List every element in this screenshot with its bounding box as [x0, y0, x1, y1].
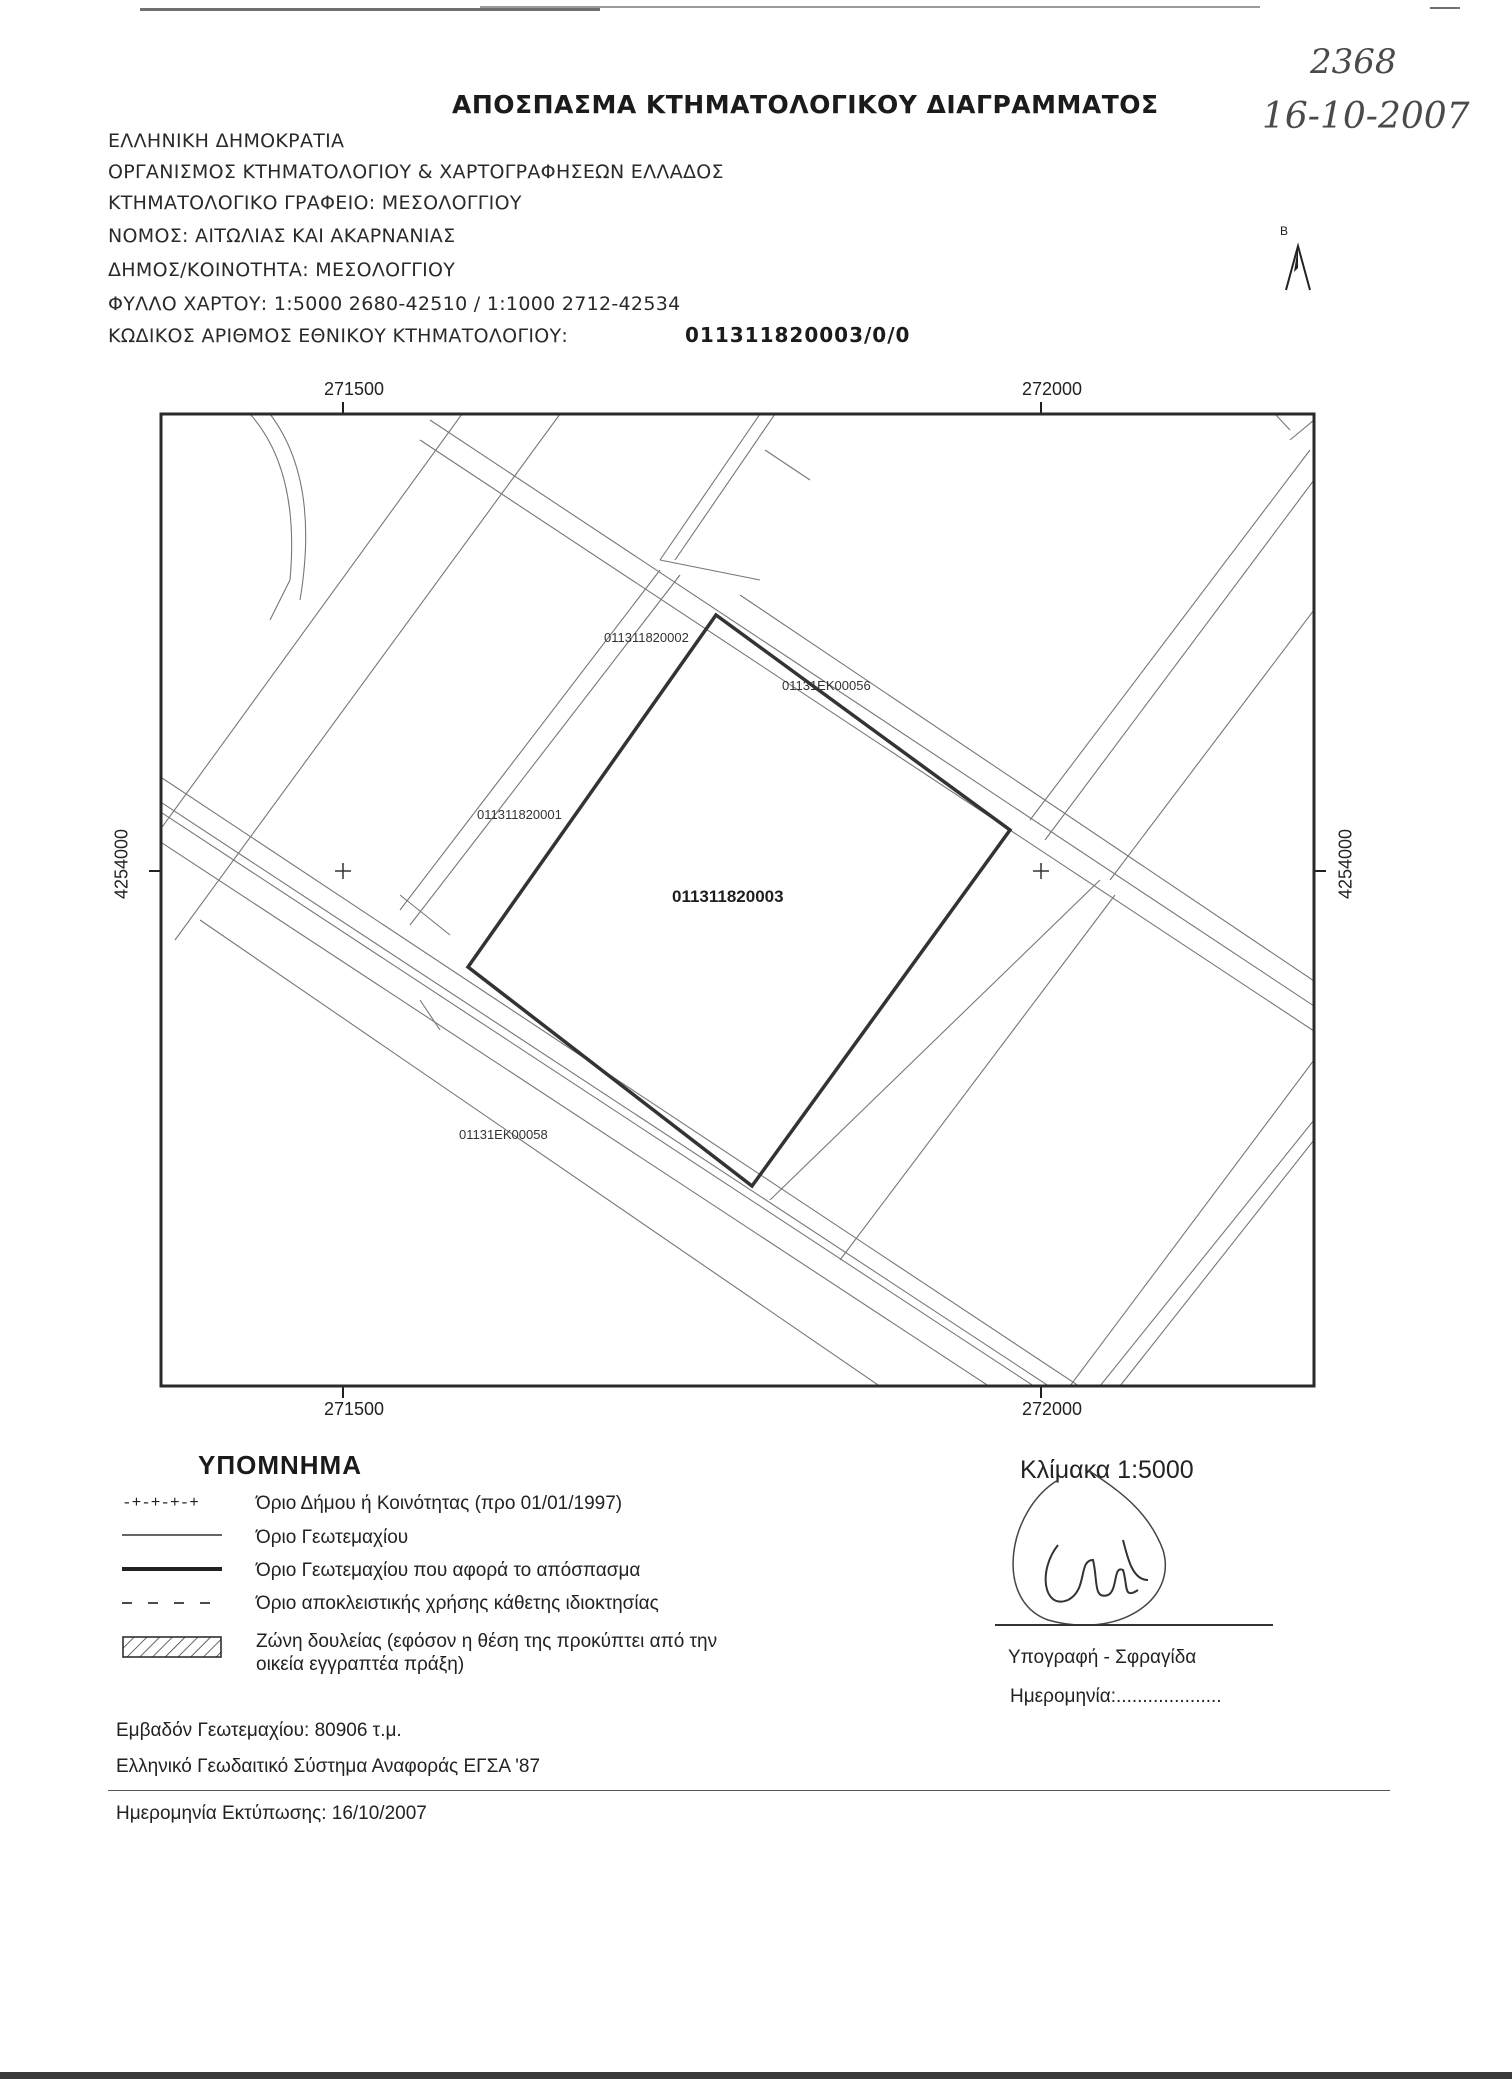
- handwritten-number: 2368: [1310, 42, 1397, 82]
- handwritten-date: 16-10-2007: [1262, 96, 1470, 137]
- print-date: Ημερομηνία Εκτύπωσης: 16/10/2007: [116, 1803, 427, 1824]
- signature-label: Υπογραφή - Σφραγίδα: [1008, 1647, 1197, 1668]
- header-line-3: ΚΤΗΜΑΤΟΛΟΓΙΚΟ ΓΡΑΦΕΙΟ: ΜΕΣΟΛΟΓΓΙΟΥ: [108, 192, 522, 214]
- header-line-7: ΚΩΔΙΚΟΣ ΑΡΙΘΜΟΣ ΕΘΝΙΚΟΥ ΚΤΗΜΑΤΟΛΟΓΙΟΥ:: [108, 325, 569, 347]
- x-coord-top-right: 272000: [1022, 379, 1083, 399]
- legend-symbol-parcel-boundary: [122, 1530, 222, 1540]
- header-line-1: ΕΛΛΗΝΙΚΗ ΔΗΜΟΚΡΑΤΙΑ: [108, 130, 345, 152]
- x-coord-top-left: 271500: [324, 379, 385, 399]
- road-label-ne: 01131EK00056: [782, 678, 871, 693]
- header-line-4: ΝΟΜΟΣ: ΑΙΤΩΛΙΑΣ ΚΑΙ ΑΚΑΡΝΑΝΙΑΣ: [108, 225, 456, 247]
- legend-symbol-subject-parcel: [122, 1564, 222, 1574]
- x-coord-bottom-right: 272000: [1022, 1399, 1083, 1419]
- grid-crosses: [335, 863, 1049, 879]
- scale-label: Κλίμακα 1:5000: [1020, 1456, 1194, 1484]
- neighbor-label-top: 011311820002: [604, 630, 689, 645]
- road-label-sw: 01131EK00058: [459, 1127, 548, 1142]
- parcel-area: Εμβαδόν Γεωτεμαχίου: 80906 τ.μ.: [116, 1720, 402, 1741]
- reference-system: Ελληνικό Γεωδαιτικό Σύστημα Αναφοράς ΕΓΣΑ '87: [116, 1756, 541, 1777]
- legend-text-parcel-boundary: Όριο Γεωτεμαχίου: [256, 1527, 409, 1548]
- y-coord-left: 4254000: [111, 828, 132, 900]
- legend-title: ΥΠΟΜΝΗΜΑ: [198, 1450, 362, 1480]
- legend-text-exclusive-use: Όριο αποκλειστικής χρήσης κάθετης ιδιοκτησίας: [256, 1593, 659, 1614]
- header-line-2: ΟΡΓΑΝΙΣΜΟΣ ΚΤΗΜΑΤΟΛΟΓΙΟΥ & ΧΑΡΤΟΓΡΑΦΗΣΕΩΝ ΕΛΛΑΔΟΣ: [108, 161, 724, 183]
- legend-text-municipal-boundary: Όριο Δήμου ή Κοινότητας (προ 01/01/1997): [256, 1493, 623, 1514]
- header-line-5: ΔΗΜΟΣ/ΚΟΙΝΟΤΗΤΑ: ΜΕΣΟΛΟΓΓΙΟΥ: [108, 259, 456, 281]
- neighbor-label-left: 011311820001: [477, 807, 562, 822]
- signature-scribble: [998, 1450, 1198, 1650]
- legend-symbol-exclusive-use: [122, 1598, 222, 1608]
- footer-divider: [108, 1790, 1390, 1791]
- x-coord-bottom-left: 271500: [324, 1399, 385, 1419]
- north-label: Β: [1280, 224, 1289, 238]
- header-line-6: ΦΥΛΛΟ ΧΑΡΤΟΥ: 1:5000 2680-42510 / 1:1000 2712-42534: [108, 293, 681, 315]
- document-title: ΑΠΟΣΠΑΣΜΑ ΚΤΗΜΑΤΟΛΟΓΙΚΟΥ ΔΙΑΓΡΑΜΜΑΤΟΣ: [452, 90, 1159, 119]
- kaek-code: 011311820003/0/0: [685, 323, 911, 347]
- signature-date-label: Ημερομηνία:....................: [1010, 1686, 1222, 1707]
- legend-symbol-easement-hatch: [122, 1636, 222, 1660]
- parcel-label: 011311820003: [672, 887, 784, 906]
- legend-symbol-municipal-boundary: -+-+-+-+: [122, 1494, 199, 1512]
- signature-line: [995, 1624, 1273, 1626]
- legend-text-easement: Ζώνη δουλείας (εφόσον η θέση της προκύπτει από την οικεία εγγραπτέα πράξη): [256, 1631, 718, 1675]
- legend-text-subject-parcel: Όριο Γεωτεμαχίου που αφορά το απόσπασμα: [256, 1560, 641, 1581]
- parcel-boundaries: [150, 414, 1320, 1400]
- y-coord-right: 4254000: [1335, 828, 1356, 900]
